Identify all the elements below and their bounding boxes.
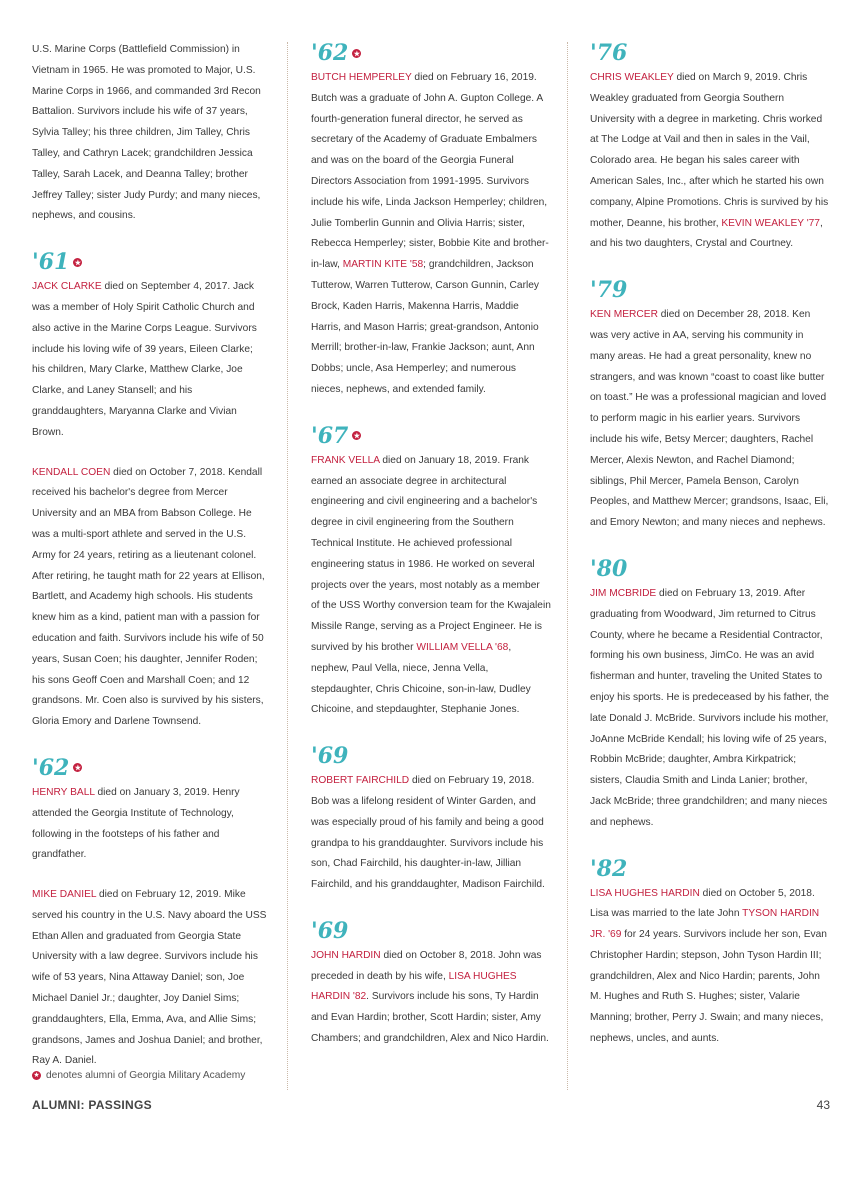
obituary-text: ; grandchildren, Jackson Tutterow, Warren Tutterow, Carson Gunnin, Carley Brock, Kaden Harris, Makenna Harris, Maddie Harris, and Mason Harris; great-grandson, Antonio Merrill; brother-in-law, Frankie Jackson; aunt, Ann Dobbs; uncle, Asa Hemperley; and numerous nieces, nephews, and extended family. — [311, 259, 539, 395]
class-year: '79 — [590, 277, 628, 304]
alumnus-name: LISA HUGHES HARDIN '82 — [311, 970, 517, 1003]
obituary-text: died on February 13, 2019. After graduating from Woodward, Jim returned to Citrus County, where he became a Residential Contractor, forming his own business, JimCo. He was an avid fisherman and hunter, traveling the United States to enjoy his sports. He is predeceased by his father, the late Donald J. McBride. Survivors include his mother, JoAnne McBride Kendall; his loving wife of 25 years, Robbin McBride; daughter, Ambra Kirkpatrick; sisters, Claudia Smith and Linda Lanier; brother, Jack McBride; three grandchildren; and many nieces and nephews. — [590, 587, 829, 828]
alumnus-name: TYSON HARDIN JR. '69 — [590, 908, 820, 941]
obituary-john-hardin — [311, 946, 551, 1050]
class-year-heading — [32, 755, 268, 781]
star-badge-icon: ★ — [74, 257, 81, 267]
obituary-lisa-hughes-hardin — [590, 884, 830, 1050]
column-1 — [32, 40, 268, 1091]
obituary-text: . Survivors include his sons, Ty Hardin and Evan Hardin; brother, Scott Hardin; sister, Amy Chambers; and grandchildren, Alex and Nico Hardin. — [311, 991, 549, 1045]
class-year: '80 — [590, 555, 628, 582]
obituary-text: for 24 years. Survivors include her son, Evan Christopher Hardin; stepson, John Tyson Hardin III; grandchildren, Alex and Nico Hardin; parents, John M. Hughes and Ruth S. Hughes; sister, Valarie Manning; brother, Perry J. Swain; and many nieces, nephews, uncles, and aunts. — [590, 929, 827, 1045]
class-year-heading — [590, 856, 830, 882]
alumnus-name: LISA HUGHES HARDIN — [590, 887, 700, 899]
alumnus-name: MARTIN KITE '58 — [342, 259, 424, 271]
alumnus-name: KENDALL COEN — [32, 466, 111, 478]
alumnus-name: FRANK VELLA — [311, 454, 380, 466]
class-year: '82 — [590, 855, 628, 882]
alumnus-name: KEN MERCER — [590, 309, 658, 321]
obituary-text: died on February 12, 2019. Mike served his country in the U.S. Navy aboard the USS Ethan Allen and graduated from Georgia State University with a law degree. Survivors include his wife of 53 years, Nina Attaway Daniel; son, Joe Michael Daniel Jr.; daughter, Joy Daniel Sims; granddaughters, Ella, Emma, Ava, and Allie Sims; grandsons, James and Joshua Daniel; and brother, Ray A. Daniel. — [32, 889, 267, 1067]
class-year-heading — [590, 40, 830, 66]
star-badge-icon: ★ — [353, 48, 360, 58]
obituary-ken-mercer — [590, 305, 830, 534]
star-badge-icon: ★ — [74, 763, 81, 773]
class-year: '62 — [311, 40, 349, 66]
alumnus-name: ROBERT FAIRCHILD — [311, 775, 410, 787]
obituary-mike-daniel — [32, 885, 268, 1072]
obituary-chris-weakley — [590, 68, 830, 255]
class-year-heading — [311, 423, 551, 449]
obituary-text: died on March 9, 2019. Chris Weakley graduated from Georgia Southern University with a degree in marketing. Chris worked at The Lodge at Vail and then in sales in the Vail, Colorado area. He began his sales career with American Sales, Inc., after which he started his own company, Alpine Promotions. Chris is survived by his mother, Deanne, his brother, — [590, 72, 829, 229]
alumnus-name: JOHN HARDIN — [311, 949, 381, 961]
class-year-heading — [311, 40, 551, 66]
class-year: '69 — [311, 917, 349, 944]
column-3 — [590, 40, 830, 1069]
column-divider — [287, 42, 288, 1090]
obituary-text: died on September 4, 2017. Jack was a member of Holy Spirit Catholic Church and also active in the Marine Corps League. Survivors include his loving wife of 39 years, Eileen Clarke; his children, Mary Clarke, Matthew Clarke, Joe Clarke, and Laney Stansell; and his granddaughters, Maryanna Clarke and Vivian Brown. — [32, 281, 257, 438]
obituary-text: , and his two daughters, Crystal and Courtney. — [590, 217, 823, 250]
obituary-text: died on January 3, 2019. Henry attended the Georgia Institute of Technology, following in the footsteps of his father and grandfather. — [32, 786, 240, 861]
class-year-heading — [311, 743, 551, 769]
obituary-jack-clarke — [32, 277, 268, 443]
page-number: 43 — [816, 1098, 830, 1112]
obituary-kendall-coen — [32, 463, 268, 733]
class-year-heading — [590, 277, 830, 303]
alumnus-name: JACK CLARKE — [32, 281, 102, 293]
alumnus-name: BUTCH HEMPERLEY — [311, 72, 412, 83]
class-year: '61 — [32, 249, 70, 276]
alumnus-name: WILLIAM VELLA '68 — [416, 641, 509, 653]
obituary-text: died on December 28, 2018. Ken was very active in AA, serving his community in many areas. He had a great personality, knew no strangers, and was known “coast to coast like butter on toast.” He was a professional magician and loved to perform magic in his earlier years. Survivors include his wife, Betsy Mercer; daughters, Rachel Mercer, Alexis Newton, and Rachel Diamond; siblings, Phil Mercer, Pamela Benson, Carolyn Peoples, and Matthew Mercer; grandsons, Isaac, Eli, and Emory Newton; and many nieces and nephews. — [590, 309, 829, 529]
star-badge-icon: ★ — [353, 431, 360, 441]
obituary-jim-mcbride — [590, 584, 830, 834]
class-year: '69 — [311, 743, 349, 770]
column-2 — [311, 40, 551, 1069]
obituary-text: died on October 8, 2018. John was preceded in death by his wife, — [311, 949, 542, 982]
alumnus-name: HENRY BALL — [32, 786, 95, 798]
star-badge-icon: ★ — [33, 1072, 40, 1079]
obituary-text: died on February 19, 2018. Bob was a lifelong resident of Winter Garden, and was especially proud of his family and being a good grandpa to his granddaughter. Survivors include his son, Chad Fairchild, his daughter-in-law, Jillian Fairchild, and his granddaughter, Madison Fairchild. — [311, 775, 545, 891]
obituary-text: U.S. Marine Corps (Battlefield Commission) in Vietnam in 1965. He was promoted to Major, U.S. Marine Corps in 1966, and commanded 3rd Recon Battalion. Survivors include his wife of 37 years, Sylvia Talley; his three children, Jim Talley, Chris Talley, and Cathryn Lacek; grandchildren Jessica Talley, Sarah Lacek, and Deanna Talley; brother Jeffrey Talley; sister Judy Purdy; and many nieces, nephews, and cousins. — [32, 44, 261, 222]
alumnus-name: MIKE DANIEL — [32, 889, 97, 901]
class-year: '67 — [311, 422, 349, 449]
alumnus-name: JIM MCBRIDE — [590, 587, 657, 599]
alumnus-name: CHRIS WEAKLEY — [590, 72, 674, 83]
obituary-text: , nephew, Paul Vella, niece, Jenna Vella, stepdaughter, Chris Chicoine, son-in-law, Dudley Chicoine, and stepdaughter, Stephanie Jones. — [311, 641, 531, 716]
alumnus-name: KEVIN WEAKLEY '77 — [721, 217, 820, 229]
class-year: '76 — [590, 40, 628, 66]
obituary-robert-fairchild — [311, 771, 551, 896]
class-year-heading — [590, 556, 830, 582]
obituary-text: died on February 16, 2019. Butch was a graduate of John A. Gupton College. A fourth-generation funeral director, he served as secretary of the Academy of Graduate Embalmers and was on the board of the Georgia Funeral Directors Association from 1991-1995. Survivors include his wife, Linda Jackson Hemperley; children, Julie Tomberlin Gunnin and Olivia Harris; sister, Rebecca Hemperley; sister, Bobbie Kite and brother-in-law, — [311, 72, 549, 271]
column-divider — [567, 42, 568, 1090]
obituary-text: died on October 7, 2018. Kendall received his bachelor's degree from Mercer University and an MBA from Babson College. He was a multi-sport athlete and served in the U.S. Army for 24 years, retiring as a lieutenant colonel. After retiring, he taught math for 22 years at Ellison, Bartlett, and Academy high schools. His students knew him as a kind, patient man with a passion for education and faith. Survivors include his wife of 50 years, Susan Coen; his daughter, Jennifer Roden; his sons Geoff Coen and Marshall Coen; and 12 grandsons. Mr. Coen also is survived by his sisters, Gloria Emory and Darlene Townsend. — [32, 466, 265, 728]
obituary-text: died on October 5, 2018. Lisa was married to the late John — [590, 887, 815, 920]
class-year-heading — [32, 249, 268, 275]
obituary-butch-hemperley — [311, 68, 551, 401]
obituary-henry-ball — [32, 783, 268, 866]
obituary-talley-continued — [32, 40, 268, 227]
legend-text: denotes alumni of Georgia Military Academy — [46, 1070, 246, 1081]
section-title: ALUMNI: PASSINGS — [32, 1098, 152, 1112]
obituary-text: died on January 18, 2019. Frank earned an associate degree in architectural engineering and civil engineering and a bachelor's degree in civil engineering from the Southern Technical Institute. He achieved professional engineering status in 1986. He worked on several projects over the years, most notably as a member of the USS Worthy conversion team for the Kwajalein Missile Range, serving as a Project Engineer. He is survived by his brother — [311, 454, 551, 653]
obituary-frank-vella — [311, 451, 551, 721]
legend-note — [32, 1070, 245, 1081]
class-year-heading — [311, 918, 551, 944]
class-year: '62 — [32, 754, 70, 781]
